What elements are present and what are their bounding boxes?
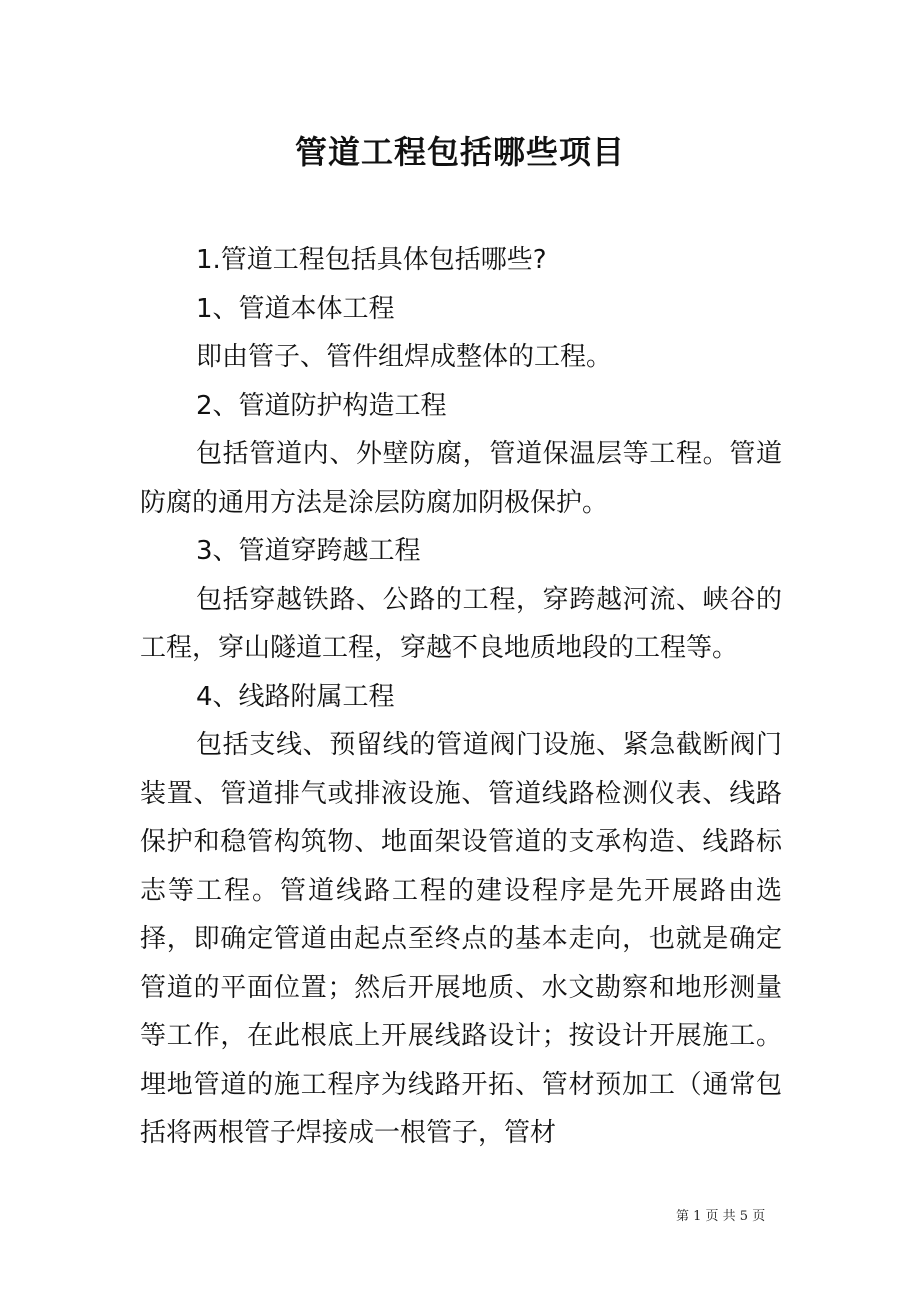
section-heading-1: 1、管道本体工程 bbox=[196, 293, 395, 324]
section-heading-3: 3、管道穿跨越工程 bbox=[196, 536, 421, 566]
section-heading-4: 4、线路附属工程 bbox=[196, 681, 395, 712]
document-body bbox=[140, 236, 782, 1158]
document-title: 管道工程包括哪些项目 bbox=[294, 133, 625, 171]
paragraph: 包括管道内、外壁防腐，管道保温层等工程。管道防腐的通用方法是涂层防腐加阴极保护。 bbox=[140, 439, 782, 518]
section-heading-2: 2、管道防护构造工程 bbox=[196, 390, 447, 421]
paragraph: 即由管子、管件组焊成整体的工程。 bbox=[196, 342, 613, 372]
paragraph: 包括穿越铁路、公路的工程，穿跨越河流、峡谷的工程，穿山隧道工程，穿越不良地质地段的工程等。 bbox=[140, 584, 782, 663]
paragraph-question: 1.管道工程包括具体包括哪些? bbox=[196, 245, 547, 275]
page-number-footer: 第 1 页 共 5 页 bbox=[676, 1209, 766, 1224]
paragraph: 包括支线、预留线的管道阀门设施、紧急截断阀门装置、管道排气或排液设施、管道线路检测仪表、线路保护和稳管构筑物、地面架设管道的支承构造、线路标志等工程。管道线路工程的建设程序是先开展路由选择，即确定管道由起点至终点的基本走向，也就是确定管道的平面位置；然后开展地质、水文勘察和地形测量等工作，在此根底上开展线路设计；按设计开展施工。埋地管道的施工程序为线路开拓、管材预加工（通常包括将两根管子焊接成一根管子，管材 bbox=[140, 730, 782, 1148]
